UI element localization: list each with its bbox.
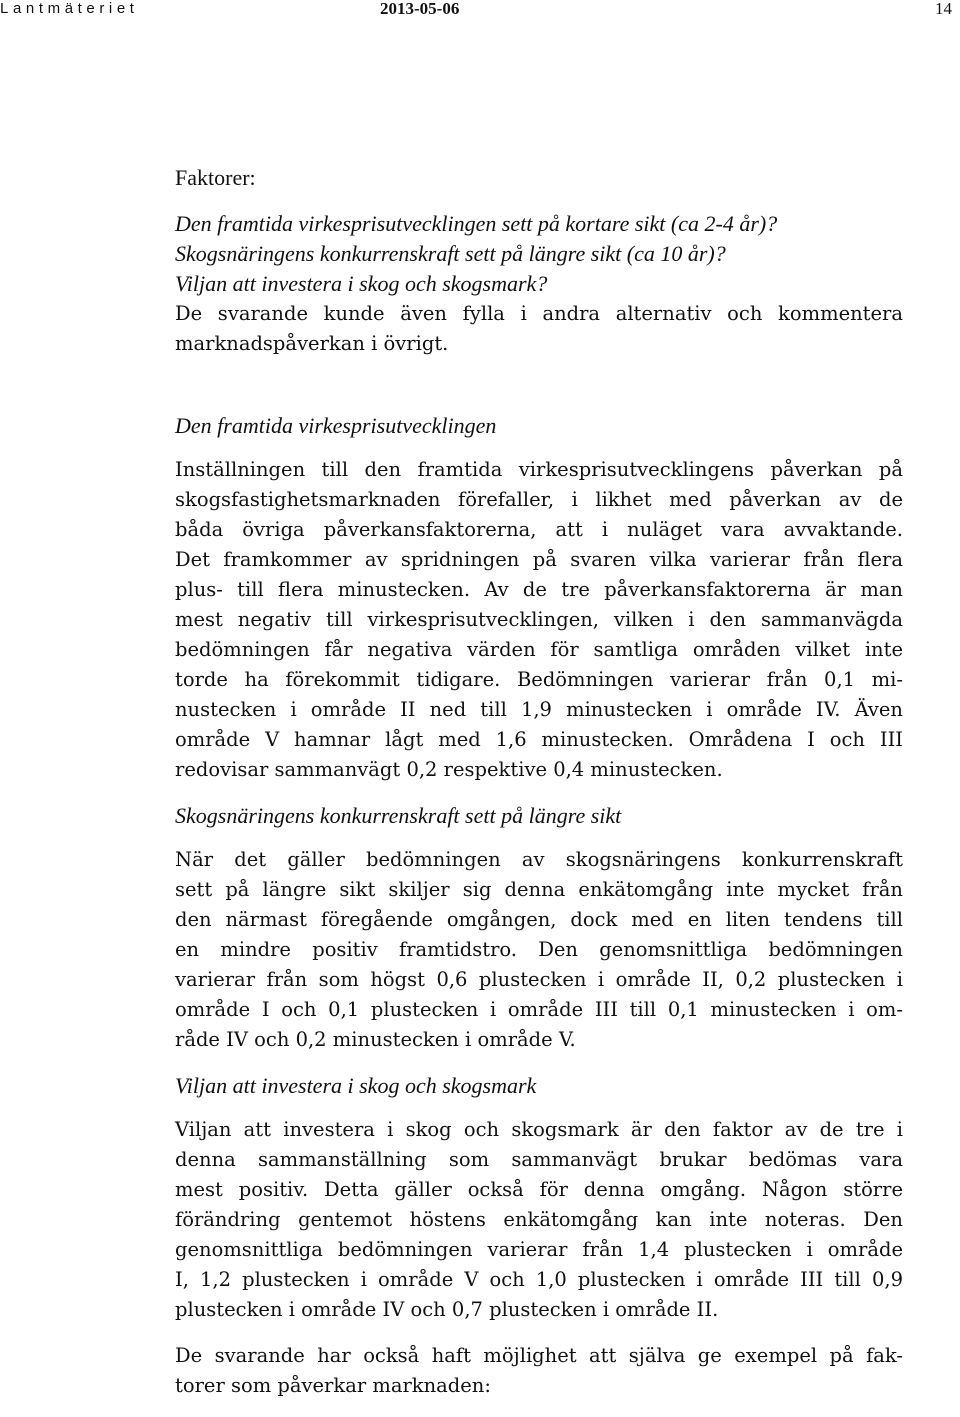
factor-item: Viljan att investera i skog och skogsmark? — [175, 271, 548, 296]
factors-note-line: marknadspåverkan i övrigt. — [175, 332, 449, 355]
paragraph-line: en mindre positiv framtidstro. Den genomsnittliga bedömningen — [175, 938, 903, 961]
paragraph-line: genomsnittliga bedömningen varierar från 1,4 plustecken i område — [175, 1238, 903, 1261]
factors-note-line: De svarande kunde även fylla i andra alternativ och kommentera — [175, 302, 903, 325]
paragraph-line: I, 1,2 plustecken i område V och 1,0 plustecken i område III till 0,9 — [175, 1268, 903, 1291]
paragraph-line: råde IV och 0,2 minustecken i område V. — [175, 1028, 576, 1051]
paragraph-line: nustecken i område II ned till 1,9 minustecken i område IV. Även — [175, 698, 903, 721]
paragraph-line: plustecken i område IV och 0,7 plustecken i område II. — [175, 1298, 719, 1321]
paragraph-line: mest negativ till virkesprisutvecklingen, vilken i den sammanvägda — [175, 608, 903, 631]
paragraph-line: mest positiv. Detta gäller också för denna omgång. Någon större — [175, 1178, 903, 1201]
paragraph-line: båda övriga påverkansfaktorerna, att i nuläget vara avvaktande. — [175, 518, 903, 541]
paragraph-line: De svarande har också haft möjlighet att själva ge exempel på fak- — [175, 1344, 903, 1367]
paragraph-line: bedömningen får negativa värden för samtliga områden vilket inte — [175, 638, 903, 661]
document-date: 2013-05-06 — [380, 0, 460, 18]
organization-name: Lantmäteriet — [0, 0, 139, 17]
factor-item: Skogsnäringens konkurrenskraft sett på längre sikt (ca 10 år)? — [175, 241, 726, 266]
document-body — [175, 163, 903, 1401]
page-header — [0, 0, 960, 24]
section-heading-konkurrenskraft: Skogsnäringens konkurrenskraft sett på längre sikt — [175, 803, 622, 828]
section-heading-virkespris: Den framtida virkesprisutvecklingen — [175, 413, 497, 438]
paragraph-line: denna sammanställning som sammanvägt brukar bedömas vara — [175, 1148, 903, 1171]
paragraph-line: förändring gentemot höstens enkätomgång kan inte noteras. Den — [175, 1208, 903, 1231]
paragraph-line: torde ha förekommit tidigare. Bedömningen varierar från 0,1 mi- — [175, 668, 903, 691]
factor-item: Den framtida virkesprisutvecklingen sett på kortare sikt (ca 2-4 år)? — [175, 211, 778, 236]
paragraph-line: område I och 0,1 plustecken i område III till 0,1 minustecken i om- — [175, 998, 903, 1021]
closing-paragraph — [175, 1341, 903, 1401]
section-paragraph-investera — [175, 1115, 903, 1325]
paragraph-line: område V hamnar lågt med 1,6 minustecken. Områdena I och III — [175, 728, 903, 751]
paragraph-line: den närmast föregående omgången, dock med en liten tendens till — [175, 908, 903, 931]
paragraph-line: torer som påverkar marknaden: — [175, 1374, 491, 1397]
paragraph-line: När det gäller bedömningen av skogsnäringens konkurrenskraft — [175, 848, 903, 871]
factors-label: Faktorer: — [175, 165, 256, 190]
paragraph-line: Det framkommer av spridningen på svaren vilka varierar från flera — [175, 548, 903, 571]
page-number: 14 — [935, 0, 952, 18]
paragraph-line: Viljan att investera i skog och skogsmark är den faktor av de tre i — [175, 1118, 903, 1141]
paragraph-line: plus- till flera minustecken. Av de tre påverkansfaktorerna är man — [175, 578, 903, 601]
section-paragraph-konkurrenskraft — [175, 845, 903, 1055]
paragraph-line: varierar från som högst 0,6 plustecken i område II, 0,2 plustecken i — [175, 968, 903, 991]
section-heading-investera: Viljan att investera i skog och skogsmark — [175, 1073, 537, 1098]
paragraph-line: sett på längre sikt skiljer sig denna enkätomgång inte mycket från — [175, 878, 903, 901]
paragraph-line: Inställningen till den framtida virkesprisutvecklingens påverkan på — [175, 458, 903, 481]
paragraph-line: redovisar sammanvägt 0,2 respektive 0,4 minustecken. — [175, 758, 723, 781]
paragraph-line: skogsfastighetsmarknaden förefaller, i likhet med påverkan av de — [175, 488, 903, 511]
section-paragraph-virkespris — [175, 455, 903, 785]
